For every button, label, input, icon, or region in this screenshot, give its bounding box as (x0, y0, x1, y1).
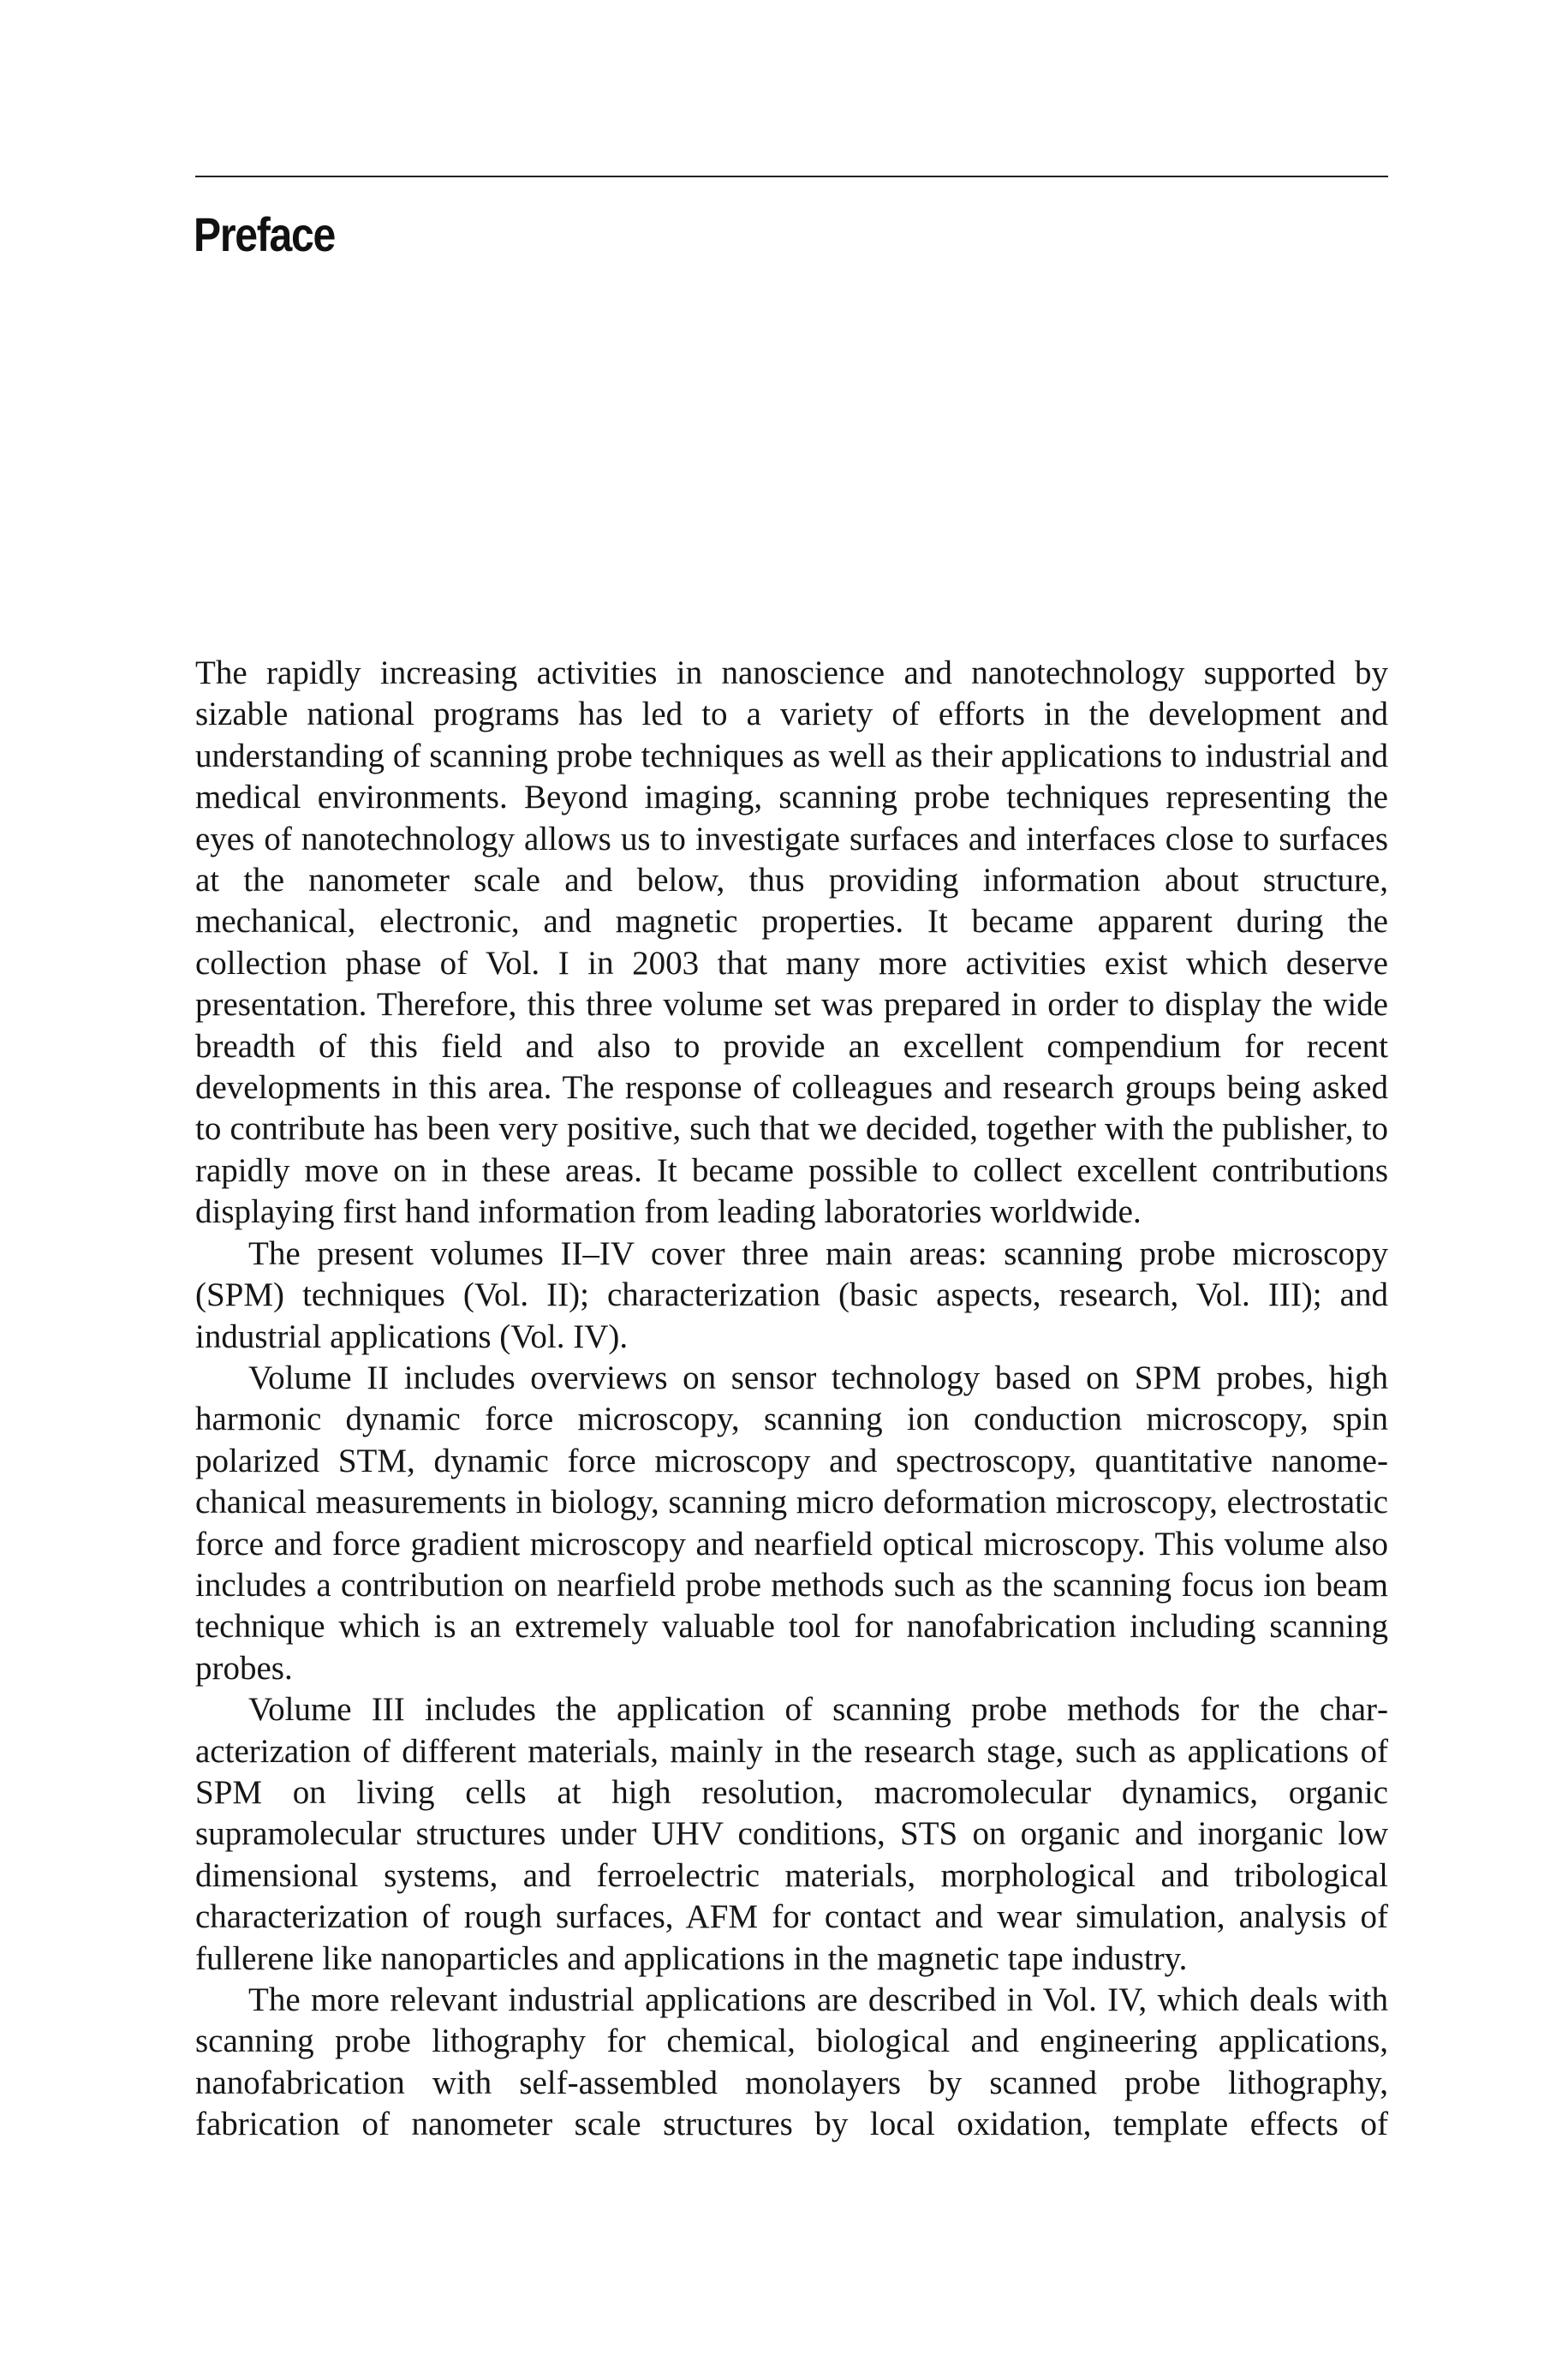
paragraph-volume-iii: Volume III includes the application of scanning probe methods for the characterization of different materials, mainly in the research stage, such as applications of SPM on living cells at high resolution, macromolecular dynamics, organic supramolecular structures under UHV conditions, STS on organic and inorganic low dimensional systems, and ferroelectric materials, morphological and tribological characterization of rough surfaces, AFM for contact and wear simulation, analysis of fullerene like nanoparticles and applications in the magnetic tape industry. (195, 1691, 1388, 1977)
paragraph-intro: The rapidly increasing activities in nanoscience and nanotechnology supported by sizable national programs has led to a variety of efforts in the development and understanding of scanning probe techniques as well as their applications to industrial and medical environments. Beyond imaging, scanning probe techniques representing the eyes of nanotechnology allows us to investigate surfaces and interfaces close to surfaces at the nanometer scale and below, thus providing information about structure, mechanical, electronic, and magnetic properties. It became apparent during the collection phase of Vol. I in 2003 that many more activities exist which deserve presentation. Therefore, this three volume set was prepared in order to display the wide breadth of this field and also to provide an excellent compendium for recent developments in this area. The response of colleagues and research groups being asked to contribute has been very positive, such that we decided, together with the publisher, to rapidly move on in these areas. It became possible to collect excellent contributions displaying first hand information from leading laboratories worldwide. (195, 654, 1388, 1231)
paragraph-volumes-overview: The present volumes II–IV cover three main areas: scanning probe microscopy (SPM) techniques (Vol. II); characterization (basic aspects, research, Vol. III); and industrial applications (Vol. IV). (195, 1234, 1388, 1355)
paragraph-volume-ii: Volume II includes overviews on sensor technology based on SPM probes, high harmonic dynamic force microscopy, scanning ion conduction microscopy, spin polarized STM, dynamic force microscopy and spectroscopy, quantitative nanomechanical measurements in biology, scanning micro deformation microscopy, electrostatic force and force gradient microscopy and nearfield optical microscopy. This volume also includes a contribution on nearfield probe methods such as the scanning focus ion beam technique which is an extremely valuable tool for nanofabrication including scanning probes. (195, 1359, 1388, 1687)
page-title: Preface (194, 207, 336, 261)
preface-body (195, 653, 1388, 2146)
paragraph-volume-iv: The more relevant industrial applications are described in Vol. IV, which deals with scanning probe lithography for chemical, biological and engineering applications, nanofabrication with self-assembled monolayers by scanned probe lithography, fabrication of nanometer scale structures by local oxidation, template effects of (195, 1981, 1388, 2143)
header-rule (195, 176, 1388, 177)
